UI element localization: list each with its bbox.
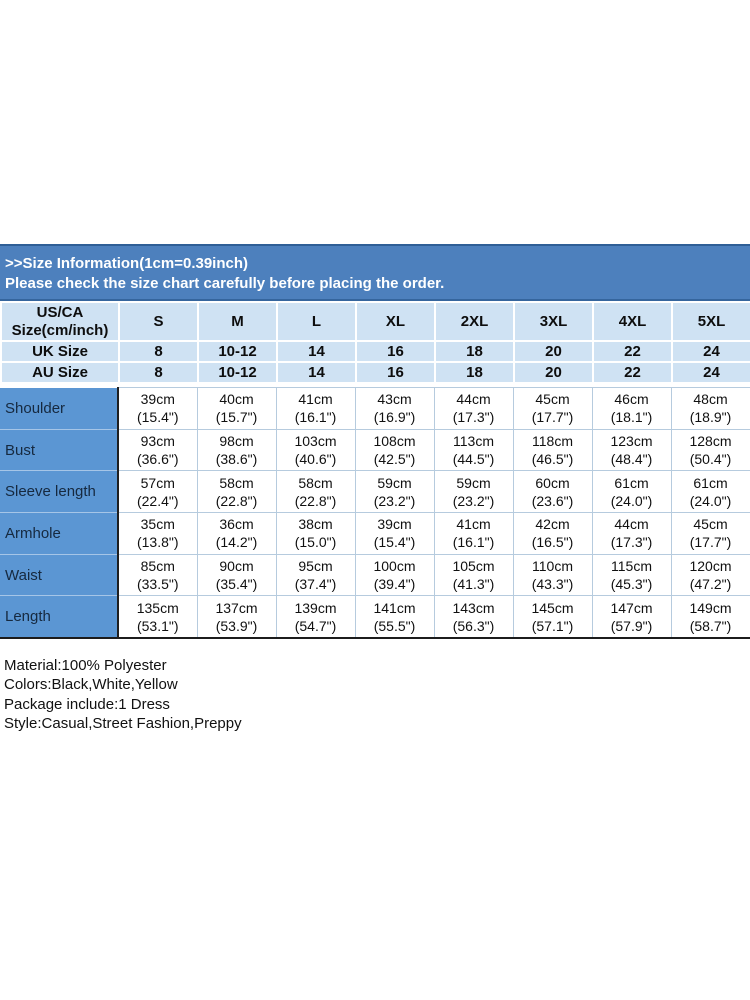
measurement-cm: 39cm [140,391,175,408]
size-column-header: S [119,302,198,341]
measurement-cm: 135cm [136,599,179,616]
measurement-value [197,429,276,471]
measurement-cm: 147cm [610,599,653,616]
measurement-cm: 42cm [535,516,570,533]
region-size-label: AU Size [1,362,119,383]
measurement-value [197,471,276,513]
measurement-inch: (55.5") [373,617,416,634]
measurement-cm: 59cm [456,474,491,491]
measurement-inch: (54.7") [294,617,337,634]
measurement-cm: 40cm [219,391,254,408]
measurement-inch: (22.8") [215,492,258,509]
measurement-value [197,388,276,430]
measurement-value [434,388,513,430]
detail-line-colors: Colors:Black,White,Yellow [4,676,178,694]
measurement-cm: 149cm [689,599,732,616]
region-size-value: 18 [435,341,514,362]
measurement-cm: 139cm [294,599,337,616]
measurement-inch: (39.4") [373,576,416,593]
measurement-inch: (16.9") [373,409,416,426]
measurement-inch: (56.3") [452,617,495,634]
measurement-value [434,429,513,471]
measurement-value [197,513,276,555]
measurement-inch: (45.3") [610,576,653,593]
measurement-value [671,388,750,430]
measurement-cm: 48cm [693,391,728,408]
measurement-value [434,554,513,596]
region-size-value: 22 [593,341,672,362]
measurement-cm: 61cm [693,474,728,491]
measurement-value [118,471,197,513]
size-columns-row [1,302,750,341]
measurement-cm: 145cm [531,599,574,616]
measurement-inch: (58.7") [689,617,732,634]
measurement-value [276,429,355,471]
measurement-cm: 103cm [294,433,337,450]
region-size-value: 24 [672,341,750,362]
measurement-value [197,596,276,638]
region-size-value: 14 [277,341,356,362]
measurement-cm: 45cm [535,391,570,408]
measurement-cm: 120cm [689,558,732,575]
measurement-cm: 123cm [610,433,653,450]
measurement-value [118,388,197,430]
measurement-value [671,471,750,513]
region-size-label: UK Size [1,341,119,362]
measurement-value [513,388,592,430]
measurement-inch: (38.6") [215,451,258,468]
measurement-inch: (24.0") [610,492,653,509]
measurement-value [355,513,434,555]
region-size-value: 10-12 [198,362,277,383]
measurement-row [0,554,750,596]
measurement-label: Shoulder [0,388,118,430]
size-info-banner [0,244,750,301]
measurement-value [513,554,592,596]
measurement-label: Armhole [0,513,118,555]
size-column-header: M [198,302,277,341]
region-size-value: 24 [672,362,750,383]
measurement-cm: 85cm [140,558,175,575]
measurement-row [0,513,750,555]
size-chart [0,301,750,639]
measurement-inch: (17.3") [610,534,653,551]
size-column-header: 4XL [593,302,672,341]
measurement-cm: 59cm [377,474,412,491]
measurement-label: Length [0,596,118,638]
region-size-value: 22 [593,362,672,383]
measurement-cm: 43cm [377,391,412,408]
measurement-cm: 128cm [689,433,732,450]
measurement-value [434,513,513,555]
measurement-inch: (46.5") [531,451,574,468]
measurement-value [197,554,276,596]
measurement-inch: (35.4") [215,576,258,593]
measurement-cm: 113cm [453,433,494,450]
measurement-inch: (53.1") [136,617,179,634]
measurement-label: Waist [0,554,118,596]
measurement-cm: 137cm [215,599,258,616]
size-chart-measurements-table [0,387,750,639]
measurement-value [592,471,671,513]
measurement-inch: (15.4") [136,409,179,426]
measurement-inch: (18.1") [610,409,653,426]
measurement-inch: (40.6") [294,451,337,468]
measurement-cm: 93cm [140,433,175,450]
measurement-inch: (57.1") [531,617,574,634]
measurement-inch: (15.4") [373,534,416,551]
measurement-label: Sleeve length [0,471,118,513]
measurement-cm: 95cm [298,558,333,575]
measurement-cm: 105cm [452,558,495,575]
region-size-row [1,341,750,362]
measurement-value [355,388,434,430]
measurement-value [513,596,592,638]
measurement-inch: (13.8") [136,534,179,551]
measurement-value [118,596,197,638]
measurement-inch: (23.2") [452,492,495,509]
measurement-inch: (37.4") [294,576,337,593]
region-size-value: 8 [119,362,198,383]
measurement-inch: (17.7") [689,534,732,551]
measurement-inch: (42.5") [373,451,416,468]
measurement-inch: (18.9") [689,409,732,426]
measurement-value [276,388,355,430]
measurement-value [434,471,513,513]
size-column-header: 2XL [435,302,514,341]
measurement-value [118,513,197,555]
measurement-value [513,513,592,555]
measurement-row [0,471,750,513]
measurement-inch: (16.5") [531,534,574,551]
measurement-cm: 36cm [219,516,254,533]
region-size-value: 16 [356,362,435,383]
measurement-value [671,596,750,638]
measurement-value [592,429,671,471]
region-size-value: 14 [277,362,356,383]
region-size-value: 18 [435,362,514,383]
measurement-inch: (23.6") [531,492,574,509]
measurement-inch: (57.9") [610,617,653,634]
measurement-value [276,596,355,638]
measurement-cm: 98cm [219,433,254,450]
measurement-value [118,429,197,471]
detail-line-material: Material:100% Polyester [4,657,167,674]
measurement-row [0,429,750,471]
measurement-value [355,554,434,596]
measurement-value [118,554,197,596]
measurement-row [0,388,750,430]
measurement-inch: (22.8") [294,492,337,509]
measurement-value [671,513,750,555]
measurement-inch: (50.4") [689,451,732,468]
measurement-value [355,596,434,638]
measurement-inch: (16.1") [294,409,337,426]
measurement-cm: 58cm [219,474,254,491]
measurement-cm: 141cm [373,599,416,616]
measurement-value [434,596,513,638]
measurement-cm: 60cm [535,474,570,491]
measurement-value [671,429,750,471]
size-column-header: 3XL [514,302,593,341]
size-chart-measurements-body [0,388,750,638]
measurement-inch: (36.6") [136,451,179,468]
corner-header-cell: US/CA Size(cm/inch) [1,302,119,341]
measurement-inch: (14.2") [215,534,258,551]
measurement-cm: 108cm [373,433,416,450]
measurement-value [671,554,750,596]
measurement-value [592,513,671,555]
region-size-value: 20 [514,341,593,362]
measurement-cm: 143cm [452,599,495,616]
measurement-cm: 41cm [456,516,491,533]
measurement-cm: 115cm [611,558,652,575]
size-column-header: 5XL [672,302,750,341]
size-column-header: XL [356,302,435,341]
detail-line-package: Package include:1 Dress [4,695,170,713]
measurement-cm: 58cm [298,474,333,491]
measurement-cm: 44cm [614,516,649,533]
measurement-value [276,471,355,513]
measurement-value [513,471,592,513]
measurement-row [0,596,750,638]
measurement-cm: 39cm [377,516,412,533]
size-column-header: L [277,302,356,341]
measurement-cm: 35cm [140,516,175,533]
measurement-value [276,554,355,596]
measurement-inch: (43.3") [531,576,574,593]
size-chart-header-table [0,301,750,384]
measurement-cm: 57cm [140,474,175,491]
measurement-cm: 41cm [298,391,333,408]
measurement-cm: 90cm [219,558,254,575]
measurement-inch: (48.4") [610,451,653,468]
measurement-inch: (15.7") [215,409,258,426]
measurement-value [513,429,592,471]
measurement-inch: (17.3") [452,409,495,426]
measurement-cm: 100cm [373,558,416,575]
region-size-value: 8 [119,341,198,362]
measurement-inch: (24.0") [689,492,732,509]
measurement-inch: (23.2") [373,492,416,509]
measurement-inch: (15.0") [294,534,337,551]
detail-line-style: Style:Casual,Street Fashion,Preppy [4,715,242,733]
measurement-inch: (33.5") [136,576,179,593]
measurement-cm: 46cm [614,391,649,408]
measurement-value [592,554,671,596]
region-size-value: 20 [514,362,593,383]
measurement-value [355,471,434,513]
measurement-value [355,429,434,471]
measurement-cm: 38cm [298,516,333,533]
banner-subtitle: Please check the size chart carefully before placing the order. [5,275,445,292]
measurement-inch: (16.1") [452,534,495,551]
measurement-value [592,596,671,638]
measurement-inch: (41.3") [452,576,495,593]
region-size-value: 10-12 [198,341,277,362]
banner-title: >>Size Information(1cm=0.39inch) [5,255,248,272]
measurement-inch: (47.2") [689,576,732,593]
measurement-value [276,513,355,555]
measurement-inch: (17.7") [531,409,574,426]
region-size-value: 16 [356,341,435,362]
measurement-value [592,388,671,430]
region-size-row [1,362,750,383]
measurement-inch: (44.5") [452,451,495,468]
measurement-cm: 45cm [693,516,728,533]
measurement-cm: 61cm [614,474,649,491]
measurement-inch: (22.4") [136,492,179,509]
measurement-cm: 110cm [532,558,573,575]
product-details [4,656,242,734]
measurement-label: Bust [0,429,118,471]
size-chart-header-body [1,302,750,383]
measurement-cm: 118cm [532,433,573,450]
measurement-cm: 44cm [456,391,491,408]
measurement-inch: (53.9") [215,617,258,634]
